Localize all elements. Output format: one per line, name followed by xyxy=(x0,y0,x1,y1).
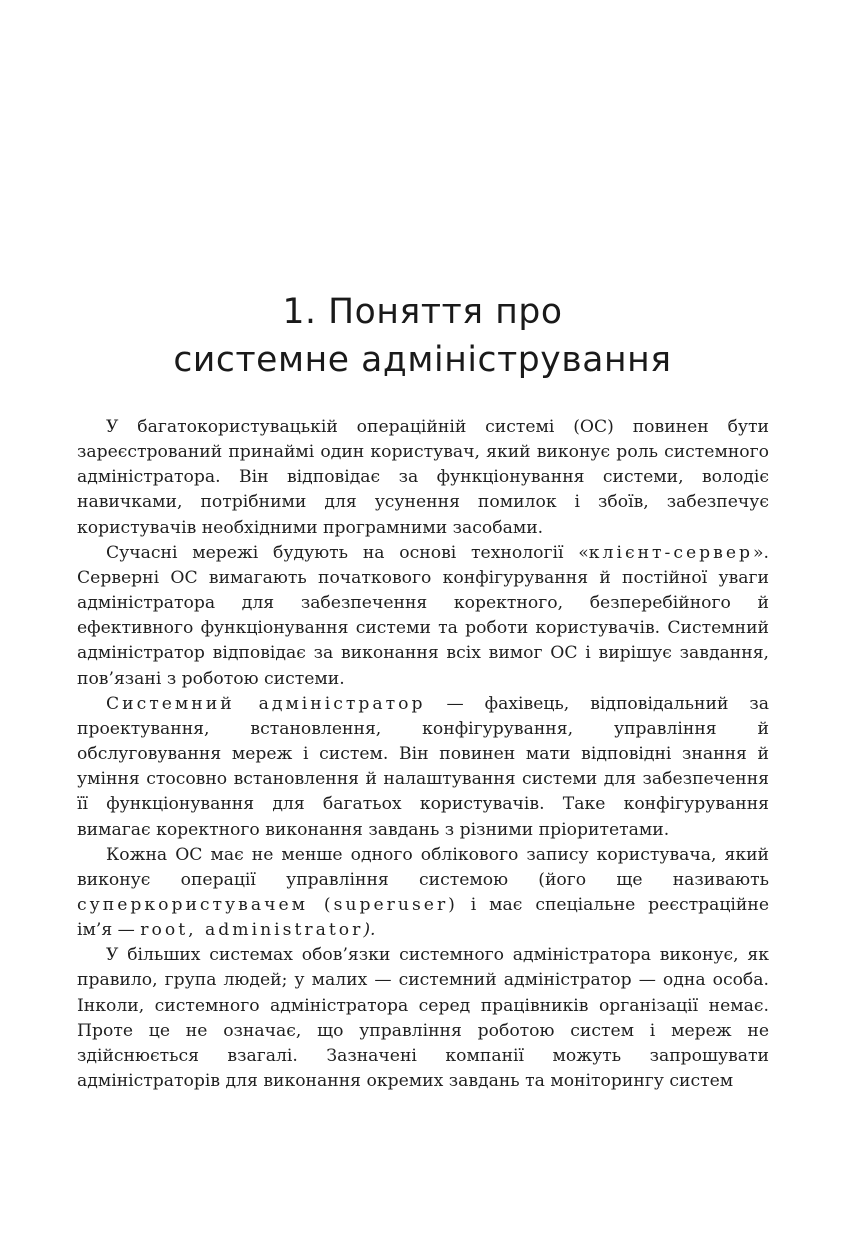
chapter-title xyxy=(0,288,845,384)
term-root-administrator: root, administrator xyxy=(140,920,364,941)
chapter-body xyxy=(77,415,769,1094)
term-system-administrator: Системний адміністратор xyxy=(106,693,426,714)
paragraph-4-text-start: Кожна ОС має не менше одного облікового запису користувача, який виконує операції управління системою (його ще називають xyxy=(77,844,769,890)
paragraph-3-text-end: — фахівець, відповідальний за проектування, встановлення, конфігурування, управління й обслуговування мереж і систем. Він повинен мати відповідні знання й уміння стосовно встановлення й налаштування системи для забезпечення її функціонування для багатьох користувачів. Таке конфігурування вимагає коректного виконання завдань з різними пріоритетами. xyxy=(77,693,769,840)
paragraph-3 xyxy=(77,692,769,843)
paragraph-2 xyxy=(77,541,769,692)
paragraph-4-text-middle: і має спеціальне реєстраційне ім’я — xyxy=(77,894,769,941)
paragraph-2-text-end: ». Серверні ОС вимагають початкового конфігурування й постійної уваги адміністратора для забезпечення коректного, безперебійного й ефективного функціонування системи та роботи користувачів. Системний адміністратор відповідає за виконання всіх вимог ОС і вирішує завдання, пов’язані з роботою системи. xyxy=(77,542,769,689)
term-superuser: суперкористувачем (superuser) xyxy=(77,894,458,915)
chapter-title-line-2: системне адміністрування xyxy=(173,340,672,380)
term-client-server: клієнт-сервер xyxy=(588,542,754,563)
paragraph-2-text-start: Сучасні мережі будують на основі технології « xyxy=(106,542,589,563)
paragraph-4 xyxy=(77,843,769,944)
chapter-title-line-1: 1. Поняття про xyxy=(282,292,563,332)
paragraph-5: У більших системах обов’язки системного адміністратора виконує, як правило, група людей; у малих — системний адміністратор — одна особа. Інколи, системного адміністратора серед працівників організації немає. Проте це не означає, що управління роботою систем і мереж не здійснюється взагалі. Зазначені компанії можуть запрошувати адміністраторів для виконання окремих завдань та моніторингу систем xyxy=(77,945,769,1092)
paragraph-1: У багатокористувацькій операційній системі (ОС) повинен бути зареєстрований принаймі один користувач, який виконує роль системного адміністратора. Він відповідає за функціонування системи, володіє навичками, потрібними для усунення помилок і збоїв, забезпечує користувачів необхідними програмними засобами. xyxy=(77,417,769,538)
paragraph-4-text-end: ). xyxy=(363,920,376,941)
